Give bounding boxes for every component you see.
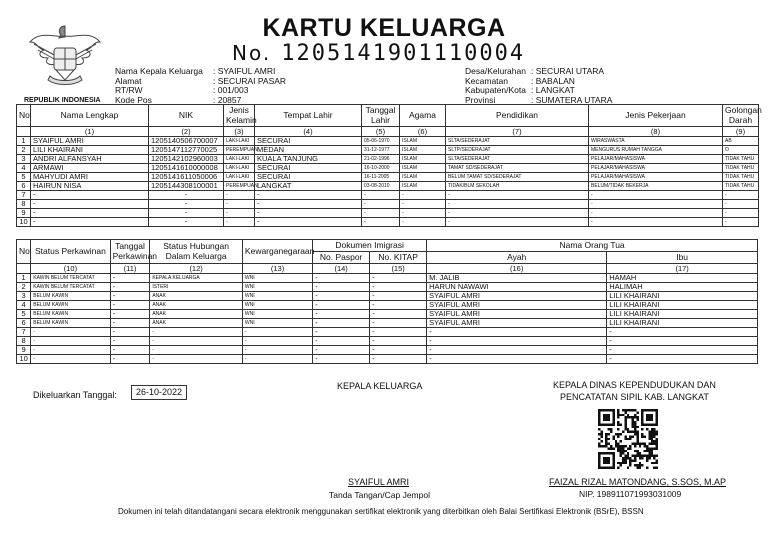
info-left-labels <box>115 67 203 105</box>
table-cell: SYAIFUL AMRI <box>427 301 607 310</box>
table-cell: HAIRUN NISA <box>31 182 149 191</box>
table-row <box>17 346 758 355</box>
info-right-labels <box>465 67 526 105</box>
col-header: Pendidikan <box>446 105 589 127</box>
table-cell: PELAJAR/MAHASISWA <box>589 155 723 164</box>
table-row <box>17 182 759 191</box>
family-status-table <box>16 239 758 364</box>
table-cell: LANGKAT <box>255 182 362 191</box>
info-label: Desa/Kelurahan <box>465 66 526 76</box>
table-cell: - <box>110 274 150 283</box>
info-value: : LANGKAT <box>531 85 575 96</box>
table-cell: PEREMPUAN <box>224 182 255 191</box>
table-row <box>17 155 759 164</box>
issued-date-value: 26-10-2022 <box>131 385 187 400</box>
table-cell: WNI <box>242 274 312 283</box>
electronic-signature-note: Dokumen ini telah ditandatangani secara elektronik menggunakan sertifikat elektronik yang diterbitkan oleh Balai Sertifikasi Elektronik (BSrE), BSSN <box>118 507 644 516</box>
table-cell: - <box>313 283 370 292</box>
table-cell: - <box>313 346 370 355</box>
table-cell: ISLAM <box>400 146 446 155</box>
table-row <box>17 173 759 182</box>
table-cell: - <box>150 346 243 355</box>
table-cell: - <box>242 355 312 364</box>
table-cell: - <box>427 337 607 346</box>
table-cell: LILI KHAIRANI <box>607 319 758 328</box>
table-cell: - <box>427 346 607 355</box>
table-cell: SYAIFUL AMRI <box>31 137 149 146</box>
table-cell: WNI <box>242 292 312 301</box>
table-cell: 1 <box>17 274 31 283</box>
table-cell: - <box>589 209 723 218</box>
table-cell: 6 <box>17 182 31 191</box>
table-cell: - <box>313 310 370 319</box>
col-number: (6) <box>400 127 446 137</box>
table-cell: - <box>149 191 224 200</box>
qr-code-icon <box>598 409 658 469</box>
table-cell: - <box>224 218 255 227</box>
table-cell: - <box>255 200 362 209</box>
table-cell: HARUN NAWAWI <box>427 283 607 292</box>
table-cell: - <box>723 218 759 227</box>
table-cell: - <box>313 337 370 346</box>
col-number: (13) <box>242 264 312 274</box>
table-cell: - <box>446 209 589 218</box>
table-cell: BELUM KAWIN <box>31 292 110 301</box>
col-tanggal-perkawinan: Tanggal Perkawinan <box>110 240 150 264</box>
table-cell: 03-08-2010 <box>362 182 400 191</box>
info-label: Nama Kepala Keluarga <box>115 66 203 76</box>
kepala-keluarga-label: KEPALA KELUARGA <box>337 381 423 391</box>
table-cell: - <box>242 337 312 346</box>
info-value: : SUMATERA UTARA <box>531 94 613 105</box>
table-cell: ARMAWI <box>31 164 149 173</box>
table-cell: O <box>723 146 759 155</box>
table-cell: - <box>255 218 362 227</box>
table-row <box>17 274 758 283</box>
table-cell: - <box>31 355 110 364</box>
table-cell: KAWIN BELUM TERCATAT <box>31 274 110 283</box>
table-cell: - <box>589 200 723 209</box>
table-row <box>17 328 758 337</box>
table-cell: ISLAM <box>400 173 446 182</box>
table-cell: TIDAK TAHU <box>723 182 759 191</box>
signer2-nip: NIP. 198911071993031009 <box>579 489 682 499</box>
signer1-caption: Tanda Tangan/Cap Jempol <box>329 490 430 500</box>
family-members-table <box>16 104 762 227</box>
table-cell: - <box>723 200 759 209</box>
col-header: Tempat Lahir <box>255 105 362 127</box>
table-header-row <box>17 105 759 127</box>
col-number: (3) <box>224 127 255 137</box>
table-cell: - <box>589 218 723 227</box>
table-cell: TIDAK TAHU <box>723 164 759 173</box>
table-cell: - <box>149 218 224 227</box>
table-cell: - <box>362 191 400 200</box>
col-header: Jenis Kelamin <box>224 105 255 127</box>
table-cell: BELUM KAWIN <box>31 319 110 328</box>
table-cell: LILI KHAIRANI <box>607 292 758 301</box>
table-cell: - <box>400 191 446 200</box>
table-cell: - <box>446 200 589 209</box>
table-cell: - <box>242 328 312 337</box>
info-value: : SECURAI PASAR <box>213 75 287 86</box>
table-cell: PELAJAR/MAHASISWA <box>589 173 723 182</box>
table-cell: ANAK <box>150 310 243 319</box>
table-cell: SECURAI <box>255 173 362 182</box>
table-cell: - <box>224 209 255 218</box>
table-cell: KAWIN BELUM TERCATAT <box>31 283 110 292</box>
table-cell: - <box>224 191 255 200</box>
table-cell: LILI KHAIRANI <box>31 146 149 155</box>
table-cell: 2 <box>17 283 31 292</box>
col-no: No <box>17 240 31 264</box>
table-number-row <box>17 127 759 137</box>
table-cell: - <box>110 301 150 310</box>
table-cell: SECURAI <box>255 137 362 146</box>
table-cell: WNI <box>242 283 312 292</box>
table-header-row <box>17 240 758 252</box>
table-cell: - <box>242 346 312 355</box>
table-cell: 1205141610000008 <box>149 164 224 173</box>
table-cell: - <box>370 274 427 283</box>
table-cell: - <box>313 355 370 364</box>
table-cell: ISLAM <box>400 137 446 146</box>
table-cell: - <box>370 346 427 355</box>
table-cell: BELUM KAWIN <box>31 310 110 319</box>
table-cell: - <box>31 200 149 209</box>
col-number: (16) <box>427 264 607 274</box>
table-cell: 31-12-1977 <box>362 146 400 155</box>
table-cell: 1205142102960003 <box>149 155 224 164</box>
table-cell: 1 <box>17 137 31 146</box>
table-cell: SLTA/SEDERAJAT <box>446 137 589 146</box>
table-cell: 16-11-2005 <box>362 173 400 182</box>
kk-number-label: No. <box>232 41 272 65</box>
table-cell: 4 <box>17 301 31 310</box>
table-cell: 3 <box>17 292 31 301</box>
table-cell: 10 <box>17 218 31 227</box>
table-row <box>17 137 759 146</box>
table-cell: - <box>149 209 224 218</box>
col-dokumen-imigrasi: Dokumen Imigrasi <box>313 240 427 252</box>
col-ayah: Ayah <box>427 252 607 264</box>
table-cell: - <box>313 328 370 337</box>
table-cell: M. JALIB <box>427 274 607 283</box>
table-cell: BELUM/TIDAK BEKERJA <box>589 182 723 191</box>
table-cell: 5 <box>17 310 31 319</box>
table-cell: SYAIFUL AMRI <box>427 310 607 319</box>
info-label: Provinsi <box>465 94 496 105</box>
col-kewarganegaraan: Kewarganegaraan <box>242 240 312 264</box>
table-cell: - <box>607 346 758 355</box>
table-cell: - <box>150 355 243 364</box>
col-number: (8) <box>589 127 723 137</box>
col-header: Nama Lengkap <box>31 105 149 127</box>
table-cell: PELAJAR/MAHASISWA <box>589 164 723 173</box>
table-cell: - <box>31 346 110 355</box>
table-cell: - <box>110 292 150 301</box>
info-label: Alamat <box>115 75 142 86</box>
col-number: (2) <box>149 127 224 137</box>
table-cell: - <box>400 209 446 218</box>
table-cell: - <box>370 337 427 346</box>
col-number: (4) <box>255 127 362 137</box>
table-cell: SECURAI <box>255 164 362 173</box>
info-value: : 001/003 <box>213 85 249 96</box>
table-cell: ANDRI ALFANSYAH <box>31 155 149 164</box>
table-cell: - <box>589 191 723 200</box>
col-header: Tanggal Lahir <box>362 105 400 127</box>
table-cell: - <box>427 355 607 364</box>
table-number-row <box>17 264 758 274</box>
col-ibu: Ibu <box>607 252 758 264</box>
table-cell: - <box>607 355 758 364</box>
table-cell: 5 <box>17 173 31 182</box>
signer2-name: FAIZAL RIZAL MATONDANG, S.SOS, M.AP <box>549 477 727 487</box>
info-value: : SECURAI UTARA <box>531 66 605 76</box>
table-cell: ANAK <box>150 319 243 328</box>
table-cell: LAKI-LAKI <box>224 173 255 182</box>
table-cell: ISTERI <box>150 283 243 292</box>
table-cell: - <box>31 209 149 218</box>
table-cell: - <box>150 337 243 346</box>
table-cell: - <box>370 292 427 301</box>
table-cell: 2 <box>17 146 31 155</box>
table-cell: - <box>313 301 370 310</box>
table-cell: - <box>110 319 150 328</box>
table-row <box>17 319 758 328</box>
table-cell: TIDAK/BLM SEKOLAH <box>446 182 589 191</box>
table-cell: - <box>110 328 150 337</box>
table-cell: 8 <box>17 337 31 346</box>
table-cell: BELUM KAWIN <box>31 301 110 310</box>
table-cell: - <box>110 346 150 355</box>
table-cell: - <box>446 191 589 200</box>
document-title: KARTU KELUARGA <box>262 14 506 42</box>
table-row <box>17 164 759 173</box>
table-cell: - <box>110 283 150 292</box>
table-cell: - <box>370 355 427 364</box>
col-header: Agama <box>400 105 446 127</box>
table-cell: BELUM TAMAT SD/SEDERAJAT <box>446 173 589 182</box>
table-cell: 1205147112770025 <box>149 146 224 155</box>
table-cell: SYAIFUL AMRI <box>427 292 607 301</box>
col-number: (14) <box>313 264 370 274</box>
table-row <box>17 146 759 155</box>
table-cell: - <box>110 355 150 364</box>
col-number: (7) <box>446 127 589 137</box>
table-cell: LAKI-LAKI <box>224 137 255 146</box>
table-cell: - <box>313 319 370 328</box>
table-cell: - <box>110 310 150 319</box>
col-nama-orang-tua: Nama Orang Tua <box>427 240 758 252</box>
table-cell: HAMAH <box>607 274 758 283</box>
col-header: No <box>17 105 31 127</box>
info-label: RT/RW <box>115 85 143 96</box>
table-cell: 1205141611050006 <box>149 173 224 182</box>
table-cell: SYAIFUL AMRI <box>427 319 607 328</box>
col-header: Golongan Darah <box>723 105 759 127</box>
table-cell: WIRASWASTA <box>589 137 723 146</box>
table-cell: LILI KHAIRANI <box>607 310 758 319</box>
table-cell: - <box>370 283 427 292</box>
kk-number-value: 1205141901110004 <box>281 41 526 66</box>
table-cell: KUALA TANJUNG <box>255 155 362 164</box>
signer1-name: SYAIFUL AMRI <box>348 477 410 487</box>
table-cell: LAKI-LAKI <box>224 164 255 173</box>
table-cell: ANAK <box>150 292 243 301</box>
table-cell: 9 <box>17 209 31 218</box>
table-cell: - <box>31 191 149 200</box>
table-cell: 7 <box>17 191 31 200</box>
table-cell: ISLAM <box>400 155 446 164</box>
table-cell: TAMAT SD/SEDERAJAT <box>446 164 589 173</box>
info-value: : 20857 <box>213 94 242 105</box>
table-cell: MENGURUS RUMAH TANGGA <box>589 146 723 155</box>
table-cell: - <box>446 218 589 227</box>
table-cell: 8 <box>17 200 31 209</box>
table-cell: HALIMAH <box>607 283 758 292</box>
col-number: (5) <box>362 127 400 137</box>
table-cell: ISLAM <box>400 182 446 191</box>
table-cell: 1205140506700007 <box>149 137 224 146</box>
table-cell: 1205144308100001 <box>149 182 224 191</box>
table-cell: 21-02-1996 <box>362 155 400 164</box>
col-number: (17) <box>607 264 758 274</box>
table-row <box>17 200 759 209</box>
table-cell: - <box>607 337 758 346</box>
table-cell: WNI <box>242 301 312 310</box>
table-row <box>17 209 759 218</box>
table-cell: MAHYUDI AMRI <box>31 173 149 182</box>
kk-number <box>232 41 525 66</box>
table-cell: - <box>370 319 427 328</box>
info-right-values <box>531 67 612 105</box>
table-cell: PEREMPUAN <box>224 146 255 155</box>
table-cell: - <box>31 337 110 346</box>
table-cell: ISLAM <box>400 164 446 173</box>
col-no-kitap: No. KITAP <box>370 252 427 264</box>
col-no-paspor: No. Paspor <box>313 252 370 264</box>
table-cell: - <box>150 328 243 337</box>
table-cell: - <box>313 274 370 283</box>
table-cell: - <box>370 301 427 310</box>
table-cell: KEPALA KELUARGA <box>150 274 243 283</box>
table-cell: - <box>362 218 400 227</box>
table-cell: 4 <box>17 164 31 173</box>
col-number: (10) <box>31 264 110 274</box>
info-value: : BABALAN <box>531 75 575 86</box>
table-cell: - <box>723 191 759 200</box>
table-cell: TIDAK TAHU <box>723 173 759 182</box>
kepala-dinas-line2: PENCATATAN SIPIL KAB. LANGKAT <box>560 392 709 402</box>
table-cell: - <box>370 328 427 337</box>
table-cell: - <box>110 337 150 346</box>
kepala-dinas-line1: KEPALA DINAS KEPENDUDUKAN DAN <box>553 380 716 390</box>
table-cell: SLTP/SEDERAJAT <box>446 146 589 155</box>
table-cell: WNI <box>242 310 312 319</box>
table-cell: - <box>224 200 255 209</box>
col-header: Jenis Pekerjaan <box>589 105 723 127</box>
table-row <box>17 337 758 346</box>
table-cell: SLTA/SEDERAJAT <box>446 155 589 164</box>
col-number: (1) <box>31 127 149 137</box>
table-cell: - <box>362 200 400 209</box>
table-row <box>17 191 759 200</box>
table-cell: LAKI-LAKI <box>224 155 255 164</box>
col-status-perkawinan: Status Perkawinan <box>31 240 110 264</box>
issued-date-label: Dikeluarkan Tanggal: <box>33 390 117 400</box>
table-cell: 3 <box>17 155 31 164</box>
table-cell: ANAK <box>150 301 243 310</box>
col-number: (11) <box>110 264 150 274</box>
table-cell: 16-10-2000 <box>362 164 400 173</box>
col-header: NIK <box>149 105 224 127</box>
table-cell: - <box>362 209 400 218</box>
table-cell: AB <box>723 137 759 146</box>
info-label: Kecamatan <box>465 75 508 86</box>
info-value: : SYAIFUL AMRI <box>213 66 276 76</box>
table-row <box>17 218 759 227</box>
table-cell: - <box>31 328 110 337</box>
table-cell: TIDAK TAHU <box>723 155 759 164</box>
table-cell: 05-06-1970 <box>362 137 400 146</box>
table-cell: - <box>255 209 362 218</box>
table-cell: 9 <box>17 346 31 355</box>
col-number <box>17 127 31 137</box>
table-cell: LILI KHAIRANI <box>607 301 758 310</box>
table-cell: 6 <box>17 319 31 328</box>
table-cell: 7 <box>17 328 31 337</box>
table-cell: - <box>31 218 149 227</box>
table-cell: - <box>370 310 427 319</box>
republik-indonesia-label: REPUBLIK INDONESIA <box>24 97 101 104</box>
col-number: (15) <box>370 264 427 274</box>
table-cell: - <box>313 292 370 301</box>
table-row <box>17 355 758 364</box>
table-cell: 10 <box>17 355 31 364</box>
table-cell: - <box>427 328 607 337</box>
col-number <box>17 264 31 274</box>
table-cell: - <box>400 200 446 209</box>
table-cell: - <box>149 200 224 209</box>
info-label: Kode Pos <box>115 94 152 105</box>
table-cell: - <box>607 328 758 337</box>
table-cell: - <box>400 218 446 227</box>
table-cell: - <box>255 191 362 200</box>
table-cell: - <box>723 209 759 218</box>
table-cell: MEDAN <box>255 146 362 155</box>
col-status-hubungan: Status Hubungan Dalam Keluarga <box>150 240 243 264</box>
table-cell: WNI <box>242 319 312 328</box>
col-number: (12) <box>150 264 243 274</box>
col-number: (9) <box>723 127 759 137</box>
info-label: Kabupaten/Kota <box>465 85 526 96</box>
info-left-values <box>213 67 286 105</box>
